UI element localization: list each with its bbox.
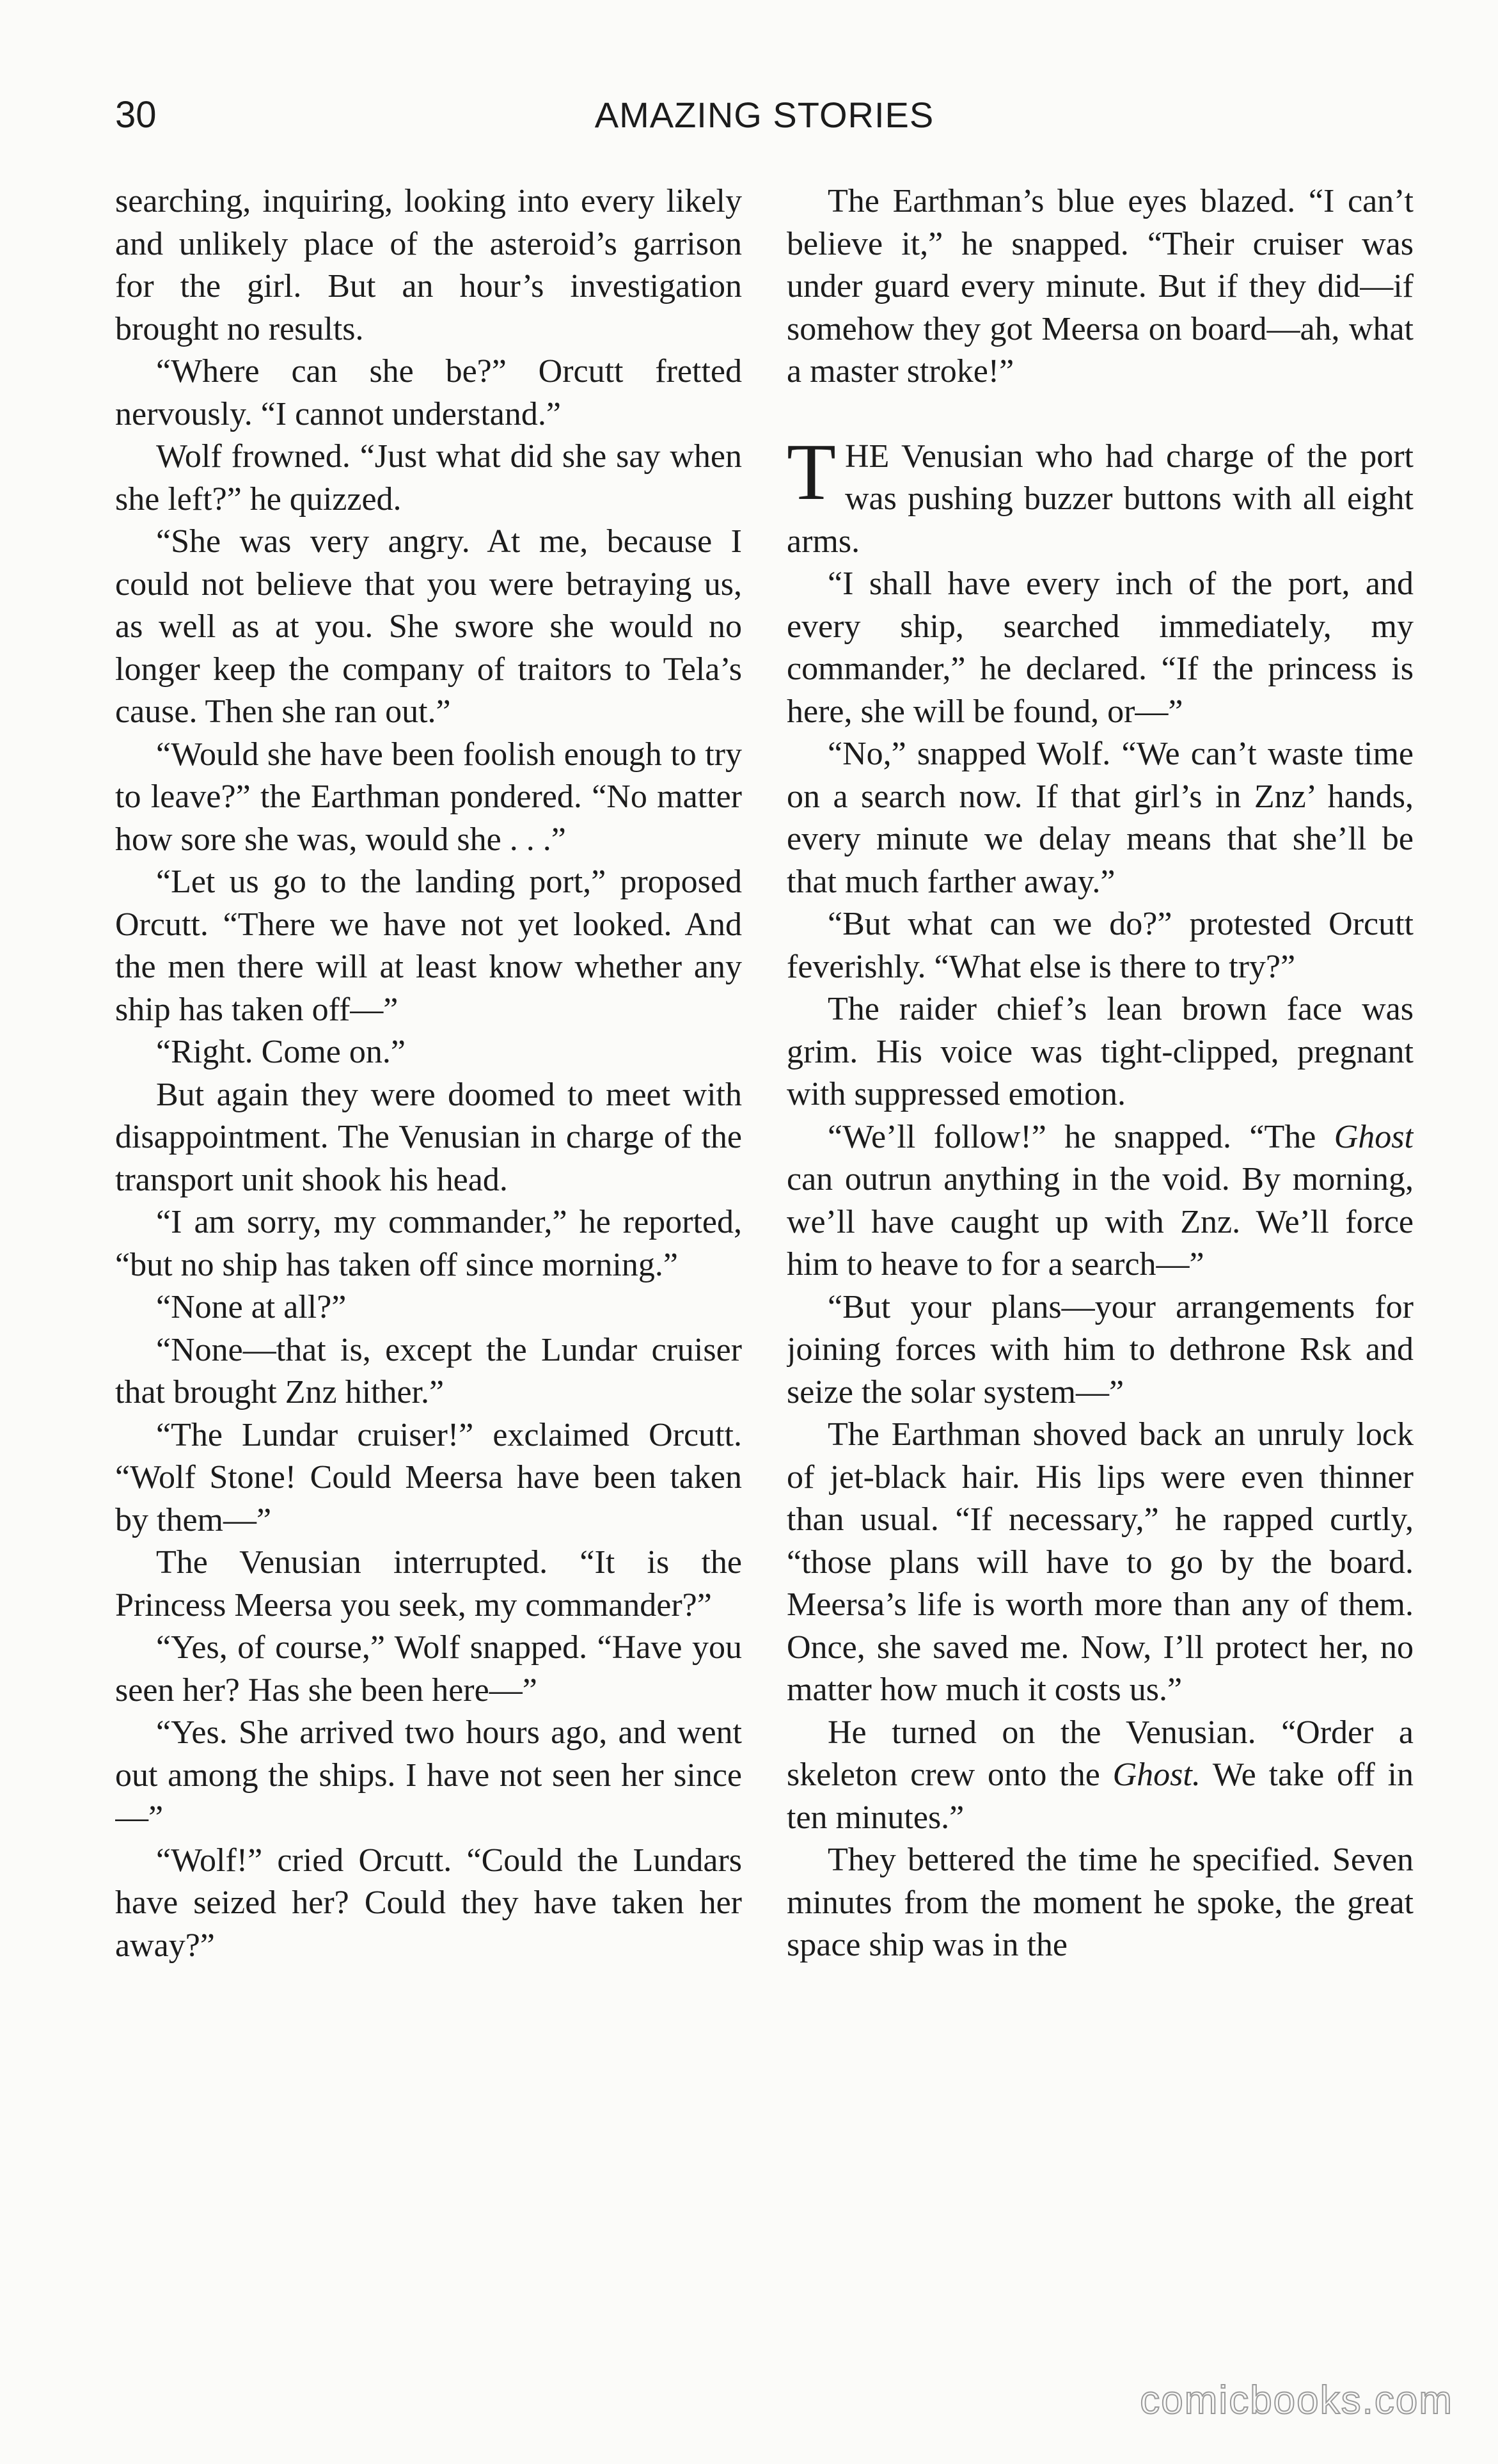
text-run: “We’ll follow!” he snapped. “The xyxy=(828,1118,1334,1155)
watermark: comicbooks.com xyxy=(1140,2378,1453,2422)
paragraph: “Let us go to the landing port,” proposed Orcutt. “There we have not yet looked. And the men there will at least know whether any ship has taken off—” xyxy=(115,864,742,1028)
paragraph: Wolf frowned. “Just what did she say when she left?” he quizzed. xyxy=(115,438,742,517)
ship-name: Ghost xyxy=(1334,1118,1414,1155)
paragraph: “But your plans—your arrangements for joining forces with him to dethrone Rsk and seize the solar system—” xyxy=(787,1288,1414,1410)
section-opening xyxy=(787,427,1414,564)
paragraph: “She was very angry. At me, because I could not believe that you were betraying us, as well as at you. She swore she would no longer keep the company of traitors to Tela’s cause. Then she ran out.” xyxy=(115,523,742,730)
paragraph: “Where can she be?” Orcutt fretted nervously. “I cannot understand.” xyxy=(115,353,742,432)
paragraph: “Right. Come on.” xyxy=(156,1034,406,1070)
drop-cap: T xyxy=(787,427,836,517)
paragraph: “Yes. She arrived two hours ago, and went out among the ships. I have not seen her since—” xyxy=(115,1714,742,1836)
text-run: can outrun anything in the void. By morning, we’ll have caught up with Znz. We’ll force him to heave to for a search—” xyxy=(787,1161,1414,1283)
paragraph: “The Lundar cruiser!” exclaimed Orcutt. “Wolf Stone! Could Meersa have been taken by them—” xyxy=(115,1416,742,1538)
paragraph: “But what can we do?” protested Orcutt feverishly. “What else is there to try?” xyxy=(787,906,1414,985)
page-header xyxy=(115,90,1414,141)
text-run: He turned on the Venusian. “Order a skeleton crew onto the xyxy=(787,1714,1414,1793)
right-column xyxy=(787,180,1414,2291)
section-opening-text: HE Venusian who had charge of the port was pushing buzzer buttons with all eight arms. xyxy=(787,438,1414,560)
paragraph xyxy=(787,1116,1414,1286)
paragraph: “I am sorry, my commander,” he reported, “but no ship has taken off since morning.” xyxy=(115,1204,742,1283)
paragraph: The Earthman’s blue eyes blazed. “I can’t believe it,” he snapped. “Their cruiser was under guard every minute. But if they did—if somehow they got Meersa on board—ah, what a master stroke!” xyxy=(787,183,1414,390)
paragraph: The raider chief’s lean brown face was grim. His voice was tight-clipped, pregnant with suppressed emotion. xyxy=(787,991,1414,1112)
page-number: 30 xyxy=(115,94,157,136)
paragraph: “I shall have every inch of the port, and every ship, searched immediately, my commander,” he declared. “If the princess is here, she will be found, or—” xyxy=(787,565,1414,730)
paragraph: “None at all?” xyxy=(156,1289,347,1325)
paragraph: searching, inquiring, looking into every likely and unlikely place of the asteroid’s garrison for the girl. But an hour’s investigation brought no results. xyxy=(115,183,742,347)
paragraph: “Wolf!” cried Orcutt. “Could the Lundars have seized her? Could they have taken her away?” xyxy=(115,1842,742,1964)
left-column xyxy=(115,180,742,2291)
running-head: AMAZING STORIES xyxy=(594,95,934,135)
paragraph: “No,” snapped Wolf. “We can’t waste time on a search now. If that girl’s in Znz’ hands, every minute we delay means that she’ll be that much farther away.” xyxy=(787,736,1414,900)
paragraph: They bettered the time he specified. Seven minutes from the moment he spoke, the great space ship was in the xyxy=(787,1842,1414,1963)
paragraph: The Earthman shoved back an unruly lock of jet-black hair. His lips were even thinner than usual. “If necessary,” he rapped curtly, “those plans will have to go by the board. Meersa’s life is worth more than any of them. Once, she saved me. Now, I’ll protect her, no matter how much it costs us.” xyxy=(787,1416,1414,1708)
paragraph: “Would she have been foolish enough to try to leave?” the Earthman pondered. “No matter how sore she was, would she . . .” xyxy=(115,736,742,858)
paragraph: The Venusian interrupted. “It is the Princess Meersa you seek, my commander?” xyxy=(115,1544,742,1623)
paragraph: “None—that is, except the Lundar cruiser that brought Znz hither.” xyxy=(115,1331,742,1410)
paragraph: “Yes, of course,” Wolf snapped. “Have you seen her? Has she been here—” xyxy=(115,1629,742,1709)
text-run: We take off in ten minutes.” xyxy=(787,1757,1414,1836)
paragraph: But again they were doomed to meet with disappointment. The Venusian in charge of the transport unit shook his head. xyxy=(115,1076,742,1198)
ship-name: Ghost. xyxy=(1112,1757,1201,1793)
paragraph xyxy=(787,1712,1414,1840)
